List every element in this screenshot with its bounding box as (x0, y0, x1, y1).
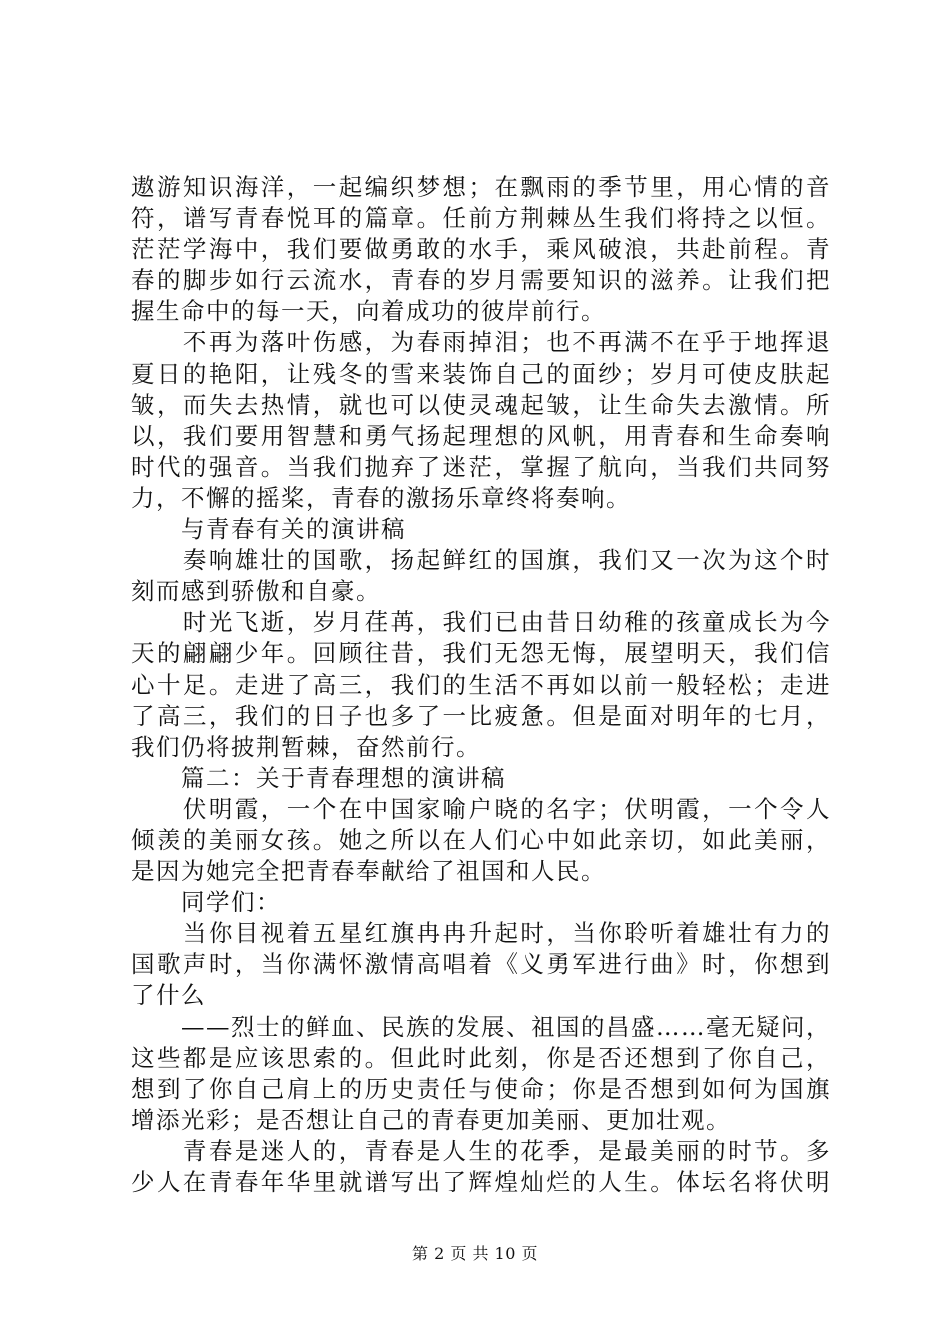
text-line: 夏日的艳阳，让残冬的雪来装饰自己的面纱；岁月可使皮肤起 (131, 359, 831, 388)
text-line: ——烈士的鲜血、民族的发展、祖国的昌盛……毫无疑问， (131, 1012, 831, 1041)
text-line: 时光飞逝，岁月荏苒，我们已由昔日幼稚的孩童成长为今 (131, 608, 831, 637)
text-line: 篇二：关于青春理想的演讲稿 (131, 763, 506, 792)
text-line: 符，谱写青春悦耳的篇章。任前方荆棘丛生我们将持之以恒。 (131, 204, 831, 233)
text-line: 青春是迷人的，青春是人生的花季，是最美丽的时节。多 (131, 1136, 831, 1165)
text-line: 力，不懈的摇桨，青春的激扬乐章终将奏响。 (131, 483, 631, 512)
text-line: 想到了你自己肩上的历史责任与使命；你是否想到如何为国旗 (131, 1074, 831, 1103)
text-line: 是因为她完全把青春奉献给了祖国和人民。 (131, 857, 606, 886)
text-line: 天的翩翩少年。回顾往昔，我们无怨无悔，展望明天，我们信 (131, 639, 831, 668)
text-line: 倾羡的美丽女孩。她之所以在人们心中如此亲切，如此美丽， (131, 825, 831, 854)
text-line: 与青春有关的演讲稿 (131, 515, 406, 544)
text-line: 伏明霞，一个在中国家喻户晓的名字；伏明霞，一个令人 (131, 794, 831, 823)
text-line: 时代的强音。当我们抛弃了迷茫，掌握了航向，当我们共同努 (131, 452, 831, 481)
document-body (131, 172, 831, 1198)
text-line: 少人在青春年华里就谱写出了辉煌灿烂的人生。体坛名将伏明 (131, 1168, 831, 1196)
text-line: 遨游知识海洋，一起编织梦想；在飘雨的季节里，用心情的音 (131, 173, 831, 201)
text-line: 我们仍将披荆暂棘，奋然前行。 (131, 732, 481, 761)
text-line: 国歌声时，当你满怀激情高唱着《义勇军进行曲》时，你想到 (131, 950, 831, 979)
text-line: 以，我们要用智慧和勇气扬起理想的风帆，用青春和生命奏响 (131, 421, 831, 450)
text-line: 皱，而失去热情，就也可以使灵魂起皱，让生命失去激情。所 (131, 390, 831, 419)
text-line: 刻而感到骄傲和自豪。 (131, 577, 381, 606)
text-line: 奏响雄壮的国歌，扬起鲜红的国旗，我们又一次为这个时 (131, 546, 831, 575)
text-line: 春的脚步如行云流水，青春的岁月需要知识的滋养。让我们把 (131, 266, 831, 295)
text-line: 茫茫学海中，我们要做勇敢的水手，乘风破浪，共赴前程。青 (131, 235, 831, 264)
text-line: 这些都是应该思索的。但此时此刻，你是否还想到了你自己， (131, 1043, 831, 1072)
text-line: 不再为落叶伤感，为春雨掉泪；也不再满不在乎于地挥退 (131, 328, 831, 357)
text-line: 增添光彩；是否想让自己的青春更加美丽、更加壮观。 (131, 1105, 731, 1134)
text-line: 了什么 (131, 981, 206, 1010)
text-line: 心十足。走进了高三，我们的生活不再如以前一般轻松；走进 (131, 670, 831, 699)
page-footer: 第 2 页 共 10 页 (412, 1244, 538, 1263)
text-line: 了高三，我们的日子也多了一比疲惫。但是面对明年的七月， (131, 701, 831, 730)
text-line: 当你目视着五星红旗冉冉升起时，当你聆听着雄壮有力的 (131, 919, 831, 948)
text-line: 同学们： (131, 888, 281, 917)
text-line: 握生命中的每一天，向着成功的彼岸前行。 (131, 297, 606, 326)
